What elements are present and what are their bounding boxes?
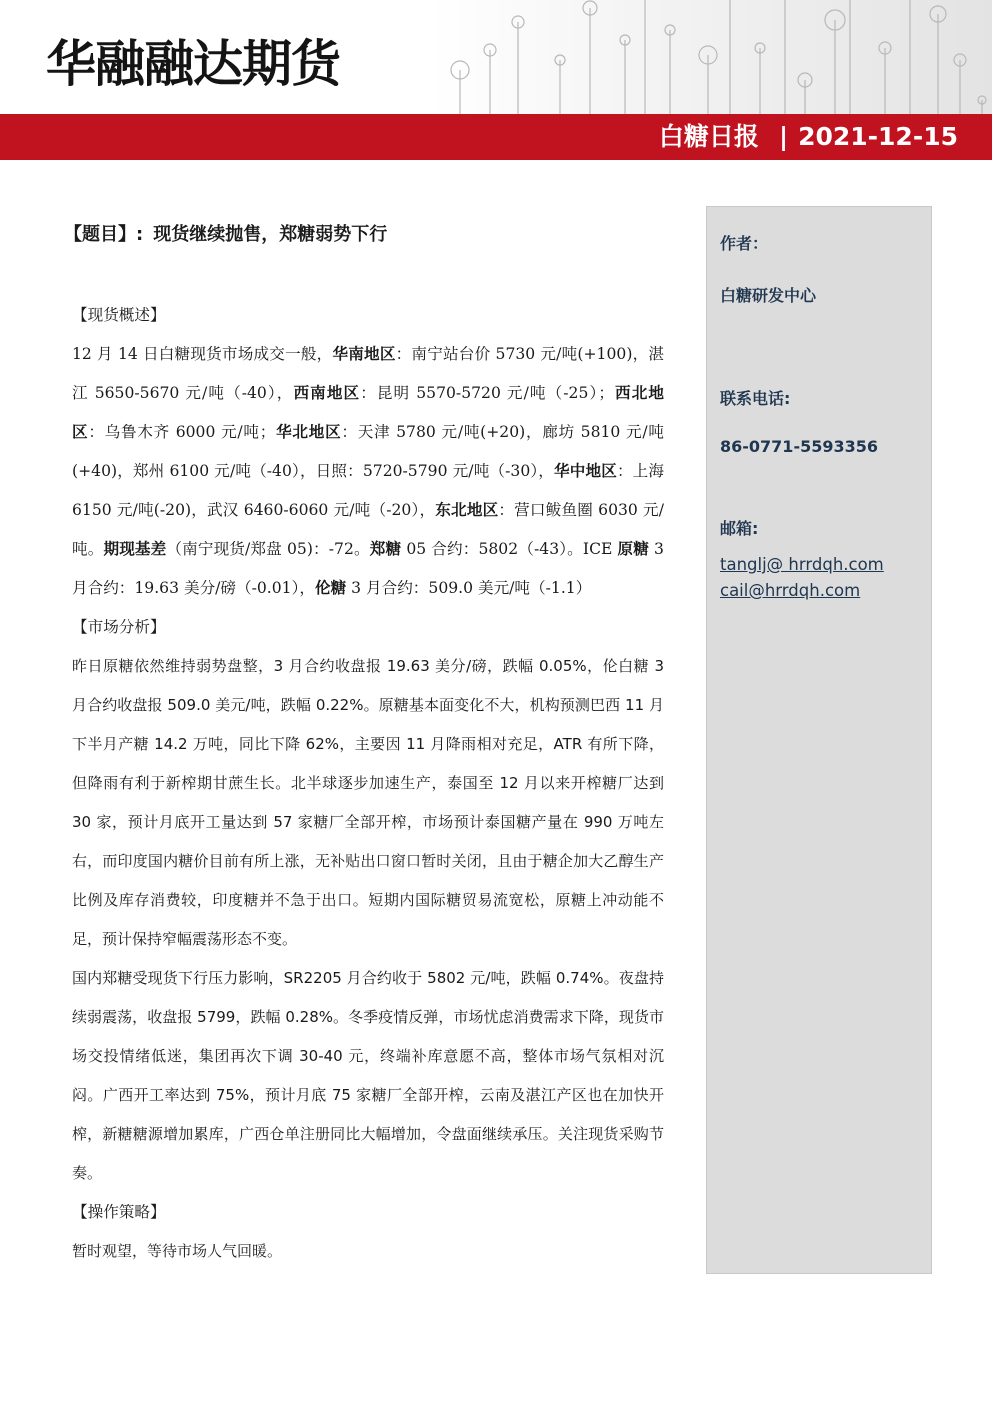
author-label: 作者：: [720, 234, 769, 253]
region-label: 西南地区: [293, 384, 361, 402]
title-separator: |: [778, 122, 789, 151]
spot-text: ：天津 5780 元/吨(+20)，廊坊 5810 元/吨(+40)，郑州 6100 元/吨（-40），日照：5720-5790 元/吨（-30），: [72, 423, 664, 480]
phone-number: 86-0771-5593356: [720, 437, 879, 456]
company-logo-text: 华融融达期货: [46, 35, 340, 93]
section-heading-analysis: 【市场分析】: [72, 618, 166, 636]
author-name: 白糖研发中心: [720, 286, 817, 305]
report-date: 2021-12-15: [798, 122, 958, 151]
metric-label: 原糖: [617, 540, 649, 558]
analysis-paragraph-international: 昨日原糖依然维持弱势盘整，3 月合约收盘报 19.63 美分/磅，跌幅 0.05%，伦白糖 3 月合约收盘报 509.0 美元/吨，跌幅 0.22%。原糖基本面变化不大，机构预测巴西 11 月下半月产糖 14.2 万吨，同比下降 62%，主要因 11 月降雨相对充足，ATR 有所下降，但降雨有利于新榨期甘蔗生长。北半球逐步加速生产，泰国至 12 月以来开榨糖厂达到 30 家，预计月底开工量达到 57 家糖厂全部开榨，市场预计泰国糖产量在 990 万吨左右，而印度国内糖价目前有所上涨，无补贴出口窗口暂时关闭，且由于糖企加大乙醇生产比例及库存消费较，印度糖并不急于出口。短期内国际糖贸易流宽松，原糖上冲动能不足，预计保持窄幅震荡形态不变。: [72, 657, 664, 948]
spot-text: ：南宁站台价 5730 元/吨(+100)，湛江 5650-5670 元/吨（-40），: [72, 345, 664, 402]
email-link-1[interactable]: tanglj@ hrrdqh.com: [720, 555, 884, 574]
region-label: 东北地区: [435, 501, 499, 519]
email-link-2[interactable]: cail@hrrdqh.com: [720, 581, 861, 600]
metric-label: 伦糖: [314, 579, 347, 597]
email-label: 邮箱:: [720, 519, 759, 538]
topic-line: [64, 220, 387, 246]
region-label: 华南地区: [332, 345, 396, 363]
spot-text: ：乌鲁木齐 6000 元/吨；: [88, 423, 276, 441]
report-body: [72, 296, 664, 1271]
report-name: 白糖日报: [658, 122, 759, 151]
spot-text: ：营口鲅鱼圈 6030 元/吨。: [72, 501, 664, 558]
spot-text: 12 月 14 日白糖现货市场成交一般，: [72, 345, 333, 363]
region-label: 华中地区: [554, 462, 617, 480]
report-title: [659, 114, 958, 160]
section-heading-spot: 【现货概述】: [72, 306, 166, 324]
spot-text: ：上海 6150 元/吨(-20)，武汉 6460-6060 元/吨（-20），: [72, 462, 664, 519]
phone-label: 联系电话:: [720, 389, 791, 408]
contact-sidebar: [706, 206, 932, 1274]
spot-overview-paragraph: [72, 335, 664, 608]
spot-text: （南宁现货/郑盘 05)：-72。: [166, 540, 370, 558]
region-label: 西北地区: [72, 384, 664, 441]
region-label: 华北地区: [275, 423, 342, 441]
metric-label: 郑糖: [369, 540, 402, 558]
spot-text: 3 月合约：509.0 美元/吨（-1.1）: [346, 579, 592, 597]
circuit-lines-graphic: [430, 0, 992, 115]
spot-text: ：昆明 5570-5720 元/吨（-25）；: [360, 384, 614, 402]
metric-label: 期现基差: [103, 540, 167, 558]
spot-text: 3 月合约：19.63 美分/磅（-0.01），: [72, 540, 664, 597]
analysis-paragraph-domestic: 国内郑糖受现货下行压力影响，SR2205 月合约收于 5802 元/吨，跌幅 0.74%。夜盘持续弱震荡，收盘报 5799，跌幅 0.28%。冬季疫情反弹，市场忧虑消费需求下降，现货市场交投情绪低迷，集团再次下调 30-40 元，终端补库意愿不高，整体市场气氛相对沉闷。广西开工率达到 75%，预计月底 75 家糖厂全部开榨，云南及湛江产区也在加快开榨，新糖糖源增加累库，广西仓单注册同比大幅增加，令盘面继续承压。关注现货采购节奏。: [72, 969, 664, 1182]
topic-title: 现货继续抛售，郑糖弱势下行: [153, 224, 388, 245]
report-header-band: [0, 114, 992, 160]
spot-text: 05 合约：5802（-43）。ICE: [401, 540, 618, 558]
strategy-paragraph: 暂时观望，等待市场人气回暖。: [72, 1242, 283, 1260]
section-heading-strategy: 【操作策略】: [72, 1203, 166, 1221]
topic-label: 【题目】:: [64, 224, 144, 245]
header-decoration: [430, 0, 992, 115]
